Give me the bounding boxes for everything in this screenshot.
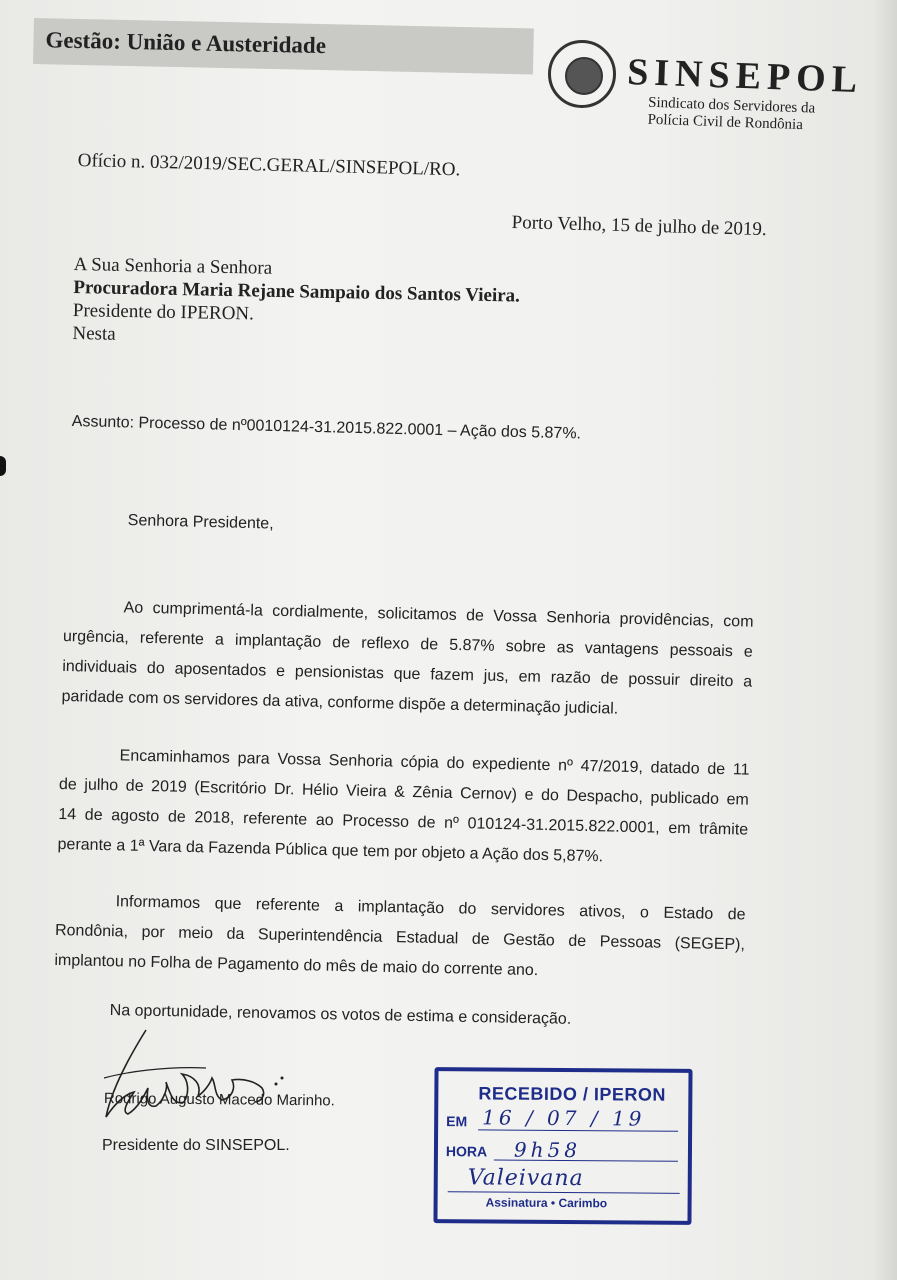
paragraph-line: perante a 1ª Vara da Fazenda Pública que tem por objeto a Ação dos 5,87%. [57, 835, 604, 866]
paragraph-2 [57, 740, 750, 876]
stamp-time-value: 9h58 [513, 1137, 582, 1163]
banner-text: Gestão: União e Austeridade [45, 27, 327, 59]
letter-subject: Assunto: Processo de nº0010124-31.2015.822.0001 – Ação dos 5.87%. [71, 413, 582, 443]
stamp-signature-line [448, 1191, 680, 1194]
paragraph-line: 14 de agosto de 2018, referente ao Processo de nº 010124-31.2015.822.0001, em trâmite [58, 805, 749, 839]
stamp-em-label: EM [446, 1113, 468, 1130]
recipient-salutation: A Sua Senhoria a Senhora [73, 253, 273, 279]
handwritten-signature-icon [86, 1022, 306, 1132]
paragraph-1 [61, 592, 754, 728]
paragraph-line: implantou no Folha de Pagamento do mês de maio do corrente ano. [54, 951, 539, 980]
org-subtitle-2: Polícia Civil de Rondônia [647, 111, 804, 134]
signer-role: Presidente do SINSEPOL. [102, 1137, 290, 1154]
org-name: SINSEPOL [626, 50, 864, 102]
paragraph-line: Encaminhamos para Vossa Senhoria cópia do expediente nº 47/2019, datado de 11 [119, 747, 750, 779]
recipient-block [72, 253, 520, 354]
paragraph-line: Informamos que referente a implantação do servidores ativos, o Estado de [115, 893, 746, 924]
signer-name: Rodrigo Augusto Macedo Marinho. [103, 1090, 335, 1110]
stamp-footer: Assinatura • Carimbo [485, 1195, 608, 1211]
received-stamp [433, 1067, 692, 1225]
org-subtitle-1: Sindicato dos Servidores da [647, 94, 816, 117]
stamp-hora-label: HORA [445, 1143, 488, 1160]
recipient-name: Procuradora Maria Rejane Sampaio dos Santos Vieira. [73, 276, 521, 307]
paragraph-line: individuais do aposentados e pensionistas que fazem jus, em razão de possuir direito a [62, 657, 753, 691]
stamp-signature: Valeivana [467, 1165, 584, 1192]
stamp-title: RECEBIDO / IPERON [478, 1083, 666, 1105]
paragraph-line: Ao cumprimentá-la cordialmente, solicitamos de Vossa Senhoria providências, com [123, 599, 754, 631]
paragraph-line: paridade com os servidores da ativa, conforme dispõe a determinação judicial. [61, 687, 619, 718]
paragraph-3 [54, 886, 746, 990]
letter-date: Porto Velho, 15 de julho de 2019. [511, 212, 767, 241]
seal-emblem-icon [565, 57, 603, 95]
closing-line: Na oportunidade, renovamos os votos de estima e consideração. [109, 1001, 572, 1028]
org-header [625, 50, 864, 136]
binder-hole [0, 456, 6, 476]
recipient-role: Presidente do IPERON. [72, 299, 255, 325]
sinsepol-seal-icon [548, 40, 616, 108]
header-banner [33, 18, 534, 74]
letter-number: Ofício n. 032/2019/SEC.GERAL/SINSEPOL/RO. [77, 150, 461, 181]
stamp-date-value: 16 / 07 / 19 [482, 1105, 646, 1131]
recipient-place: Nesta [72, 322, 116, 345]
letter-greeting: Senhora Presidente, [127, 512, 274, 533]
page-edge-shadow [873, 0, 897, 1280]
paragraph-line: de julho de 2019 (Escritório Dr. Hélio Vieira & Zênia Cernov) e do Despacho, publicado em [58, 775, 750, 809]
paragraph-line: Rondônia, por meio da Superintendência Estadual de Gestão de Pessoas (SEGEP), [54, 921, 746, 954]
paragraph-line: urgência, referente a implantação de reflexo de 5.87% sobre as vantagens pessoais e [62, 627, 754, 661]
